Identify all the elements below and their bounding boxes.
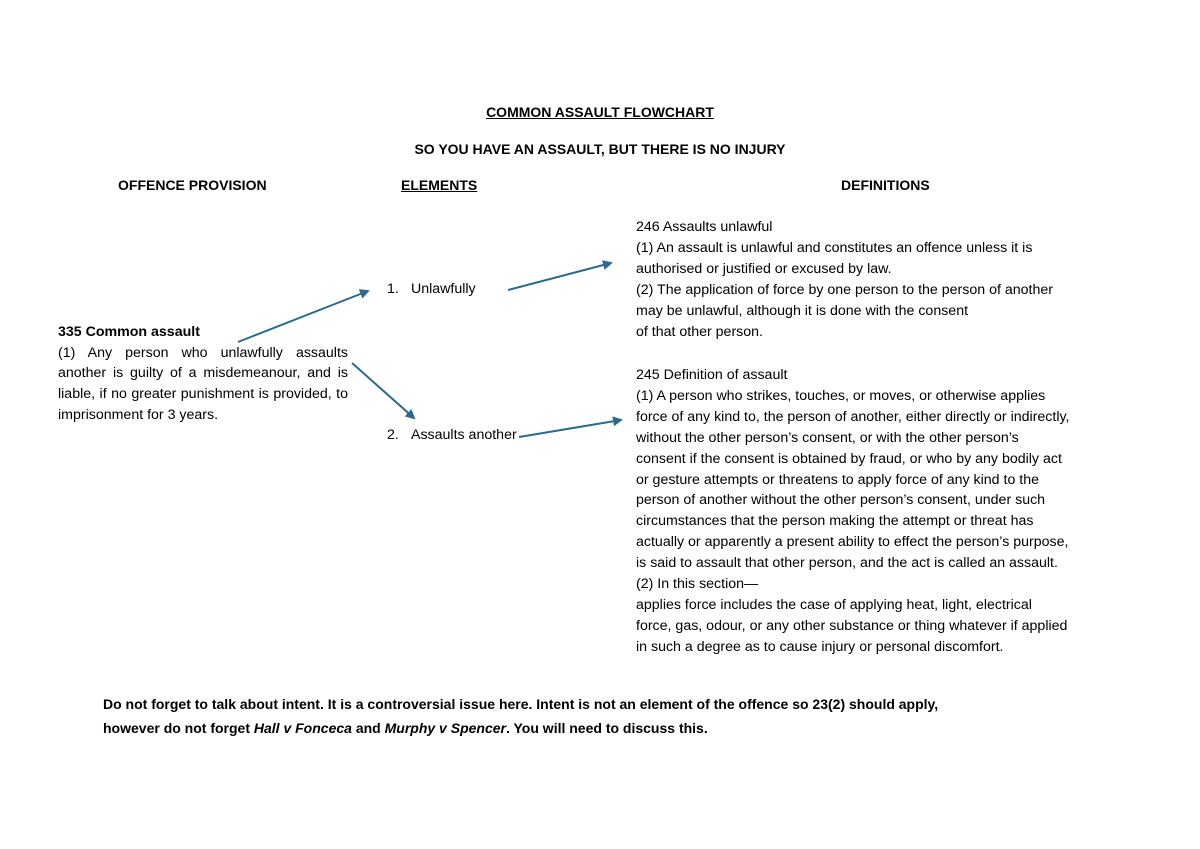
definition-line: 246 Assaults unlawful [636, 219, 773, 235]
arrow-offence-to-unlawfully [238, 291, 368, 342]
definition-line: may be unlawful, although it is done with the consent [636, 302, 969, 319]
intent-note [103, 692, 1103, 740]
definition-line: (1) An assault is unlawful and constitutes an offence unless it is [636, 239, 1033, 256]
definition-line: (2) The application of force by one person to the person of another [636, 281, 1053, 298]
offence-text: (1) Any person who unlawfully assaults another is guilty of a misdemeanour, and is liable, if no greater punishment is provided, to imprisonment for 3 years. [58, 344, 348, 423]
definition-line: force of any kind to, the person of another, either directly or indirectly, [636, 408, 1070, 425]
definition-line: (2) In this section— [636, 576, 759, 593]
case-name-murphy-v-spencer: Murphy v Spencer [384, 720, 506, 736]
page-subtitle: SO YOU HAVE AN ASSAULT, BUT THERE IS NO INJURY [414, 141, 786, 157]
arrow-unlawfully-to-246 [508, 263, 611, 290]
note-text: and [351, 720, 385, 736]
definition-line: of that other person. [636, 323, 763, 340]
element-number: 1. [387, 281, 399, 297]
definition-line: without the other person’s consent, or with the other person’s [636, 429, 1019, 446]
note-line-2 [103, 716, 1103, 740]
arrow-assaults-to-245 [519, 420, 621, 437]
column-header-elements: ELEMENTS [401, 177, 478, 193]
column-header-definitions: DEFINITIONS [841, 177, 930, 193]
note-text: however do not forget [103, 720, 254, 736]
definition-line: person of another without the other person’s consent, under such [636, 492, 1046, 509]
element-number: 2. [387, 427, 399, 443]
page-title: COMMON ASSAULT FLOWCHART [486, 104, 714, 120]
definition-line: circumstances that the person making the attempt or threat has [636, 513, 1034, 530]
definition-line: applies force includes the case of applying heat, light, electrical [636, 596, 1032, 613]
column-header-offence: OFFENCE PROVISION [118, 177, 267, 193]
arrow-offence-to-assaults [352, 363, 414, 418]
definition-line: in such a degree as to cause injury or personal discomfort. [636, 638, 1004, 655]
element-label: Unlawfully [411, 281, 476, 297]
definition-line: is said to assault that other person, and the act is called an assault. [636, 555, 1058, 572]
definition-line: 245 Definition of assault [636, 367, 788, 383]
definition-line: (1) A person who strikes, touches, or moves, or otherwise applies [636, 387, 1046, 404]
definition-line: force, gas, odour, or any other substance or thing whatever if applied [636, 617, 1068, 634]
definition-line: authorised or justified or excused by law. [636, 260, 892, 277]
definition-line: or gesture attempts or threatens to apply force of any kind to the [636, 471, 1039, 488]
note-line-1: Do not forget to talk about intent. It is a controversial issue here. Intent is not an element of the offence so 23(2) should apply, [103, 696, 939, 712]
definition-line: consent if the consent is obtained by fraud, or who by any bodily act [636, 450, 1062, 467]
note-text: . You will need to discuss this. [505, 720, 708, 736]
element-label: Assaults another [411, 427, 517, 443]
offence-title: 335 Common assault [58, 324, 200, 340]
definition-line: actually or apparently a present ability to effect the person’s purpose, [636, 534, 1069, 551]
case-name-hall-v-fonceca: Hall v Fonceca [253, 720, 352, 736]
